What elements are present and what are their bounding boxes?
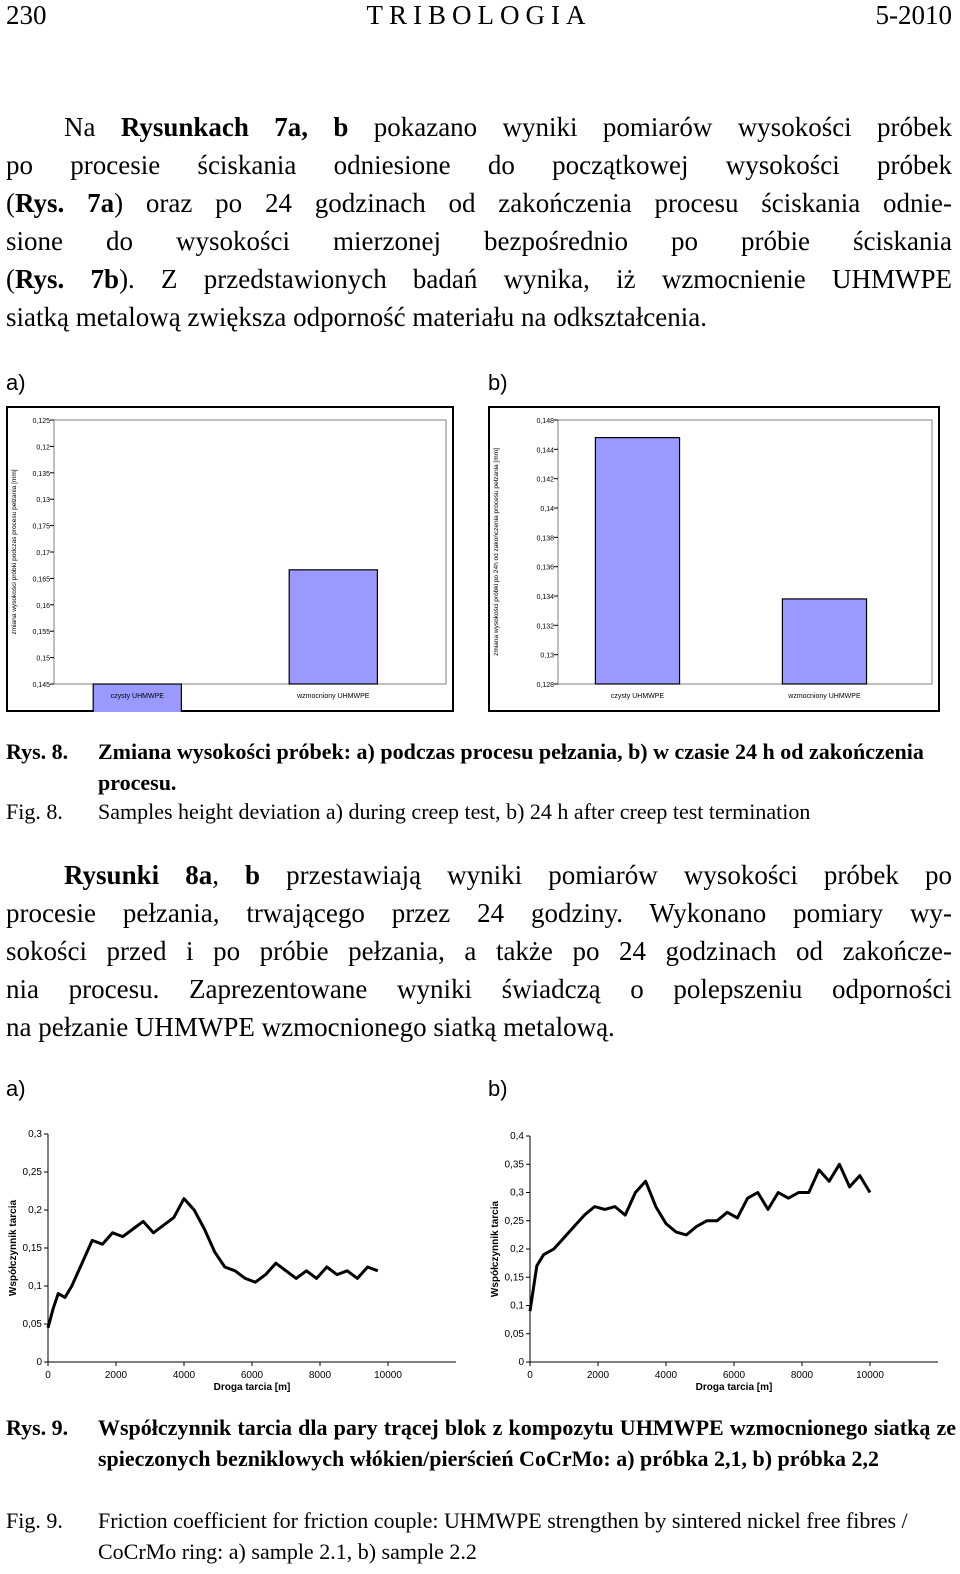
fig9a-line-chart — [6, 1120, 462, 1402]
text-run: Na — [64, 112, 121, 142]
y-tick-label: 0,35 — [504, 1159, 524, 1171]
text-run: na pełzanie UHMWPE wzmocnionego siatką metalową. — [6, 1012, 615, 1042]
fig9-caption-number-en: Fig. 9. — [6, 1508, 63, 1533]
y-tick-label: 0,134 — [536, 594, 554, 601]
text-run: nia procesu. Zaprezentowane wyniki świadczą o polepszeniu odporności — [6, 974, 952, 1004]
y-tick-label: 0,1 — [510, 1300, 524, 1312]
y-tick-label: 0,165 — [32, 576, 50, 584]
text-run: ). Z przedstawionych badań wynika, iż wzmocnienie UHMWPE — [119, 264, 952, 294]
y-axis-label: Współczynnik tarcia — [8, 1199, 19, 1297]
fig9-caption-en — [6, 1505, 956, 1567]
x-tick-label: wzmocniony UHMWPE — [788, 693, 861, 700]
y-tick-label: 0,16 — [36, 602, 50, 610]
y-axis-label: Współczynnik tarcia — [490, 1200, 501, 1298]
y-tick-label: 0,128 — [536, 682, 554, 689]
text-run: sione do wysokości mierzonej bezpośrednio po próbie ściskania — [6, 226, 952, 256]
x-tick-label: 8000 — [308, 1370, 332, 1381]
fig9b-line-chart — [488, 1120, 944, 1402]
text-line — [6, 222, 952, 260]
y-tick-label: 0 — [36, 1357, 42, 1368]
y-tick-label: 0,145 — [32, 682, 50, 689]
x-tick-label: czysty UHMWPE — [610, 693, 665, 700]
y-tick-label: 0,132 — [536, 623, 554, 631]
text-run: siatką metalową zwiększa odporność materiału na odkształcenia. — [6, 302, 707, 332]
fig8-label-b: b) — [488, 370, 508, 395]
fig9-caption-text-en: Friction coefficient for friction couple: UHMWPE strengthen by sintered nickel free fibres / CoCrMo ring: a) sample 2.1, b) sample 2.2 — [98, 1508, 908, 1564]
y-tick-label: 0,05 — [504, 1328, 524, 1340]
text-run: pokazano wyniki pomiarów wysokości próbek — [348, 112, 953, 142]
fig8-label-a: a) — [6, 370, 26, 395]
x-tick-label: 6000 — [240, 1370, 264, 1381]
text-run: , — [212, 860, 246, 890]
x-tick-label: 2000 — [586, 1370, 610, 1381]
y-tick-label: 0,148 — [536, 418, 554, 425]
y-tick-label: 0,138 — [536, 535, 554, 543]
text-line — [6, 856, 952, 894]
plot-area — [536, 418, 932, 700]
text-line — [6, 146, 952, 184]
y-tick-label: 0,3 — [510, 1187, 524, 1199]
y-tick-label: 0,05 — [22, 1319, 42, 1330]
y-tick-label: 0,144 — [536, 447, 554, 455]
fig9-caption-pl — [6, 1412, 956, 1506]
text-run: po procesie ściskania odniesione do początkowej wysokości próbek — [6, 150, 952, 180]
fig8-caption-pl — [6, 736, 956, 798]
x-tick-label: 4000 — [654, 1370, 678, 1381]
paragraph-1 — [6, 108, 952, 336]
y-axis-label: zmiana wysokości próbki po 24h od zakończenia procesu pełzania [mm] — [493, 448, 500, 656]
bold-reference: Rysunki 8a — [64, 860, 213, 890]
y-tick-label: 0,15 — [36, 655, 50, 663]
text-run: ) oraz po 24 godzinach od zakończenia procesu ściskania odnie- — [114, 188, 952, 218]
text-line — [6, 970, 952, 1008]
text-line — [6, 108, 952, 146]
text-run: procesie pełzania, trwającego przez 24 godziny. Wykonano pomiary wy- — [6, 898, 952, 928]
plot-area — [32, 418, 446, 712]
x-tick-label: 6000 — [722, 1370, 746, 1381]
fig8-caption-number-pl: Rys. 8. — [6, 739, 69, 764]
fig8-caption-en — [6, 796, 956, 827]
x-tick-label: 10000 — [374, 1370, 402, 1381]
y-tick-label: 0,155 — [32, 629, 50, 637]
fig8-caption-text-en: Samples height deviation a) during creep test, b) 24 h after creep test termination — [98, 799, 811, 824]
y-tick-label: 0,2 — [28, 1205, 42, 1216]
series-line — [48, 1199, 378, 1328]
bold-reference: Rys. 7b — [15, 264, 120, 294]
bar — [289, 570, 377, 684]
y-tick-label: 0,2 — [510, 1244, 524, 1255]
x-tick-label: 0 — [45, 1370, 51, 1381]
y-tick-label: 0,15 — [22, 1243, 42, 1254]
y-tick-label: 0,13 — [36, 497, 50, 505]
text-line — [6, 184, 952, 222]
fig9-caption-text-pl: Współczynnik tarcia dla pary trącej blok z kompozytu UHMWPE wzmocnionego siatką ze spieczonych bezniklowych włókien/pierścień CoCrMo: a) próbka 2,1, b) próbka 2,2 — [98, 1415, 956, 1471]
x-tick-label: 10000 — [856, 1370, 884, 1381]
y-tick-label: 0,25 — [22, 1167, 42, 1178]
y-tick-label: 0,25 — [504, 1215, 524, 1227]
text-run: sokości przed i po próbie pełzania, a także po 24 godzinach od zakończe- — [6, 936, 952, 966]
x-tick-label: 0 — [527, 1370, 533, 1381]
text-run: ( — [6, 188, 15, 218]
text-line — [6, 1008, 952, 1046]
y-tick-label: 0,4 — [510, 1131, 524, 1142]
y-tick-label: 0,125 — [32, 418, 50, 425]
y-tick-label: 0,1 — [28, 1281, 42, 1292]
y-tick-label: 0,135 — [32, 470, 50, 478]
journal-title: TRIBOLOGIA — [366, 0, 592, 30]
text-line — [6, 894, 952, 932]
y-tick-label: 0 — [518, 1357, 524, 1368]
x-tick-label: 4000 — [172, 1370, 196, 1381]
paragraph-2 — [6, 856, 952, 1046]
page-header — [6, 0, 952, 30]
bar — [782, 599, 866, 684]
fig9-label-a: a) — [6, 1076, 26, 1101]
text-line — [6, 260, 952, 298]
y-tick-label: 0,13 — [540, 652, 554, 660]
y-tick-label: 0,15 — [504, 1272, 524, 1284]
text-line — [6, 932, 952, 970]
x-axis-label: Droga tarcia [m] — [213, 1382, 291, 1393]
bar — [595, 438, 679, 684]
fig8a-bar-chart — [6, 406, 454, 712]
plot-border — [54, 420, 446, 684]
x-tick-label: czysty UHMWPE — [110, 693, 164, 700]
text-line — [6, 298, 952, 336]
y-tick-label: 0,175 — [32, 523, 50, 531]
y-tick-label: 0,3 — [28, 1129, 42, 1140]
y-tick-label: 0,14 — [540, 506, 554, 513]
bold-reference: Rysunkach 7a, b — [120, 112, 349, 142]
page-number: 230 — [6, 0, 47, 30]
series-line — [530, 1164, 870, 1311]
x-tick-label: wzmocniony UHMWPE — [297, 693, 370, 700]
x-tick-label: 2000 — [104, 1370, 128, 1381]
fig9-label-b: b) — [488, 1076, 508, 1101]
y-tick-label: 0,142 — [536, 476, 554, 484]
y-axis-label: zmiana wysokości próbki podczas procesu pełzania [mm] — [11, 469, 18, 635]
fig8-caption-number-en: Fig. 8. — [6, 799, 63, 824]
fig8b-bar-chart — [488, 406, 940, 712]
bold-reference: Rys. 7a — [15, 188, 115, 218]
fig9-caption-number-pl: Rys. 9. — [6, 1415, 69, 1440]
y-tick-label: 0,136 — [536, 564, 554, 572]
y-tick-label: 0,17 — [36, 550, 50, 557]
fig8-caption-text-pl: Zmiana wysokości próbek: a) podczas procesu pełzania, b) w czasie 24 h od zakończenia procesu. — [98, 739, 924, 795]
text-run: ( — [6, 264, 15, 294]
issue-number: 5-2010 — [875, 0, 952, 30]
x-tick-label: 8000 — [790, 1370, 814, 1381]
text-run: przestawiają wyniki pomiarów wysokości próbek po — [260, 860, 953, 890]
bold-reference: b — [245, 860, 261, 890]
x-axis-label: Droga tarcia [m] — [695, 1382, 773, 1393]
y-tick-label: 0,12 — [36, 444, 50, 452]
